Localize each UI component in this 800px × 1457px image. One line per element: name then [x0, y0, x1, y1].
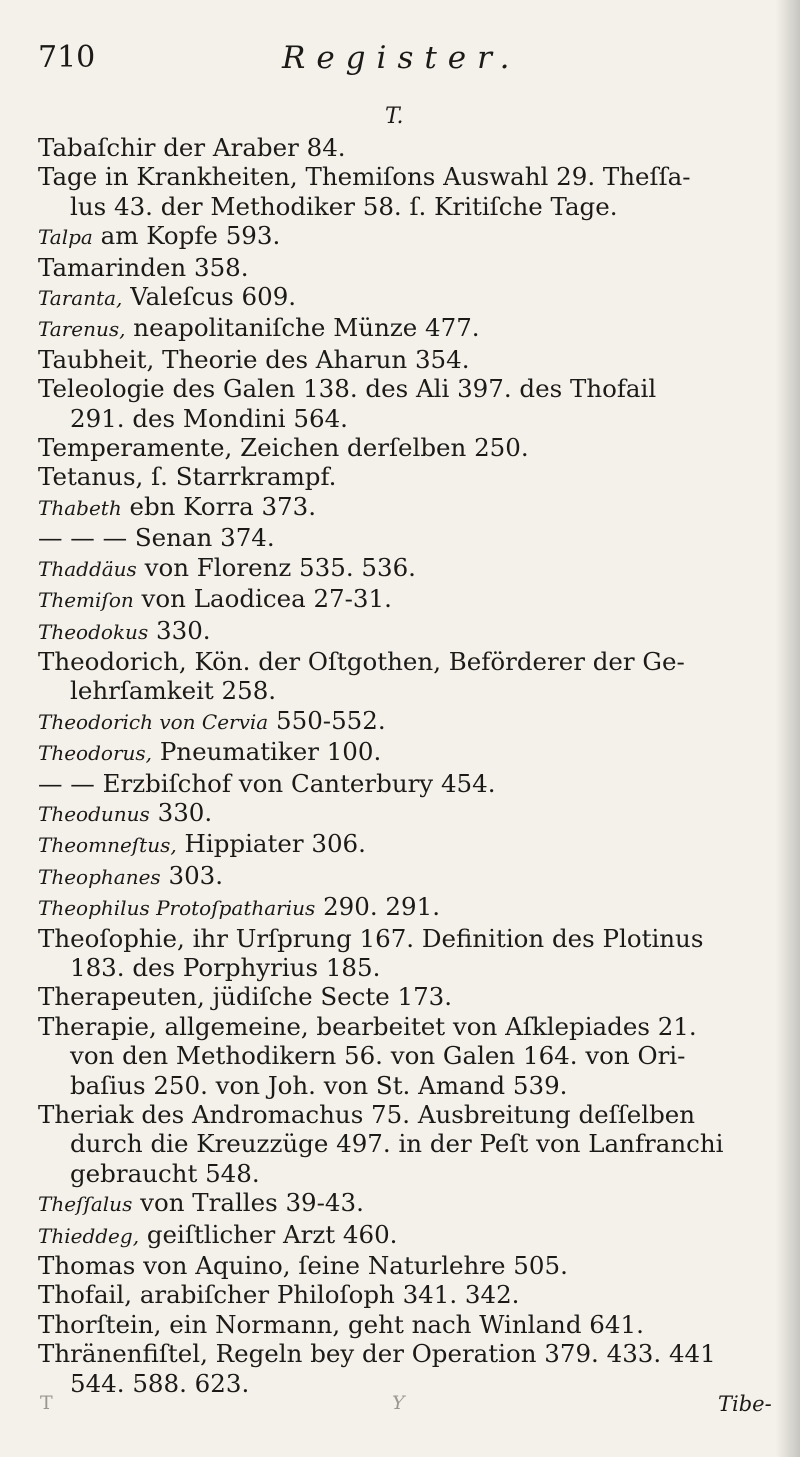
entry-text: arabiſcher Philoſoph 341. 342.: [139, 1280, 520, 1310]
register-entry: [38, 553, 768, 584]
entry-name: — — —: [38, 523, 128, 553]
entry-name: Thränenfiſtel,: [38, 1339, 208, 1369]
entry-name: Theodorich,: [38, 646, 187, 676]
register-entry: [38, 253, 768, 282]
entry-text: Erzbiſchof von Canterbury 454.: [102, 768, 496, 798]
register-entry: [38, 647, 768, 706]
signature-mark-left: T: [40, 1392, 53, 1414]
register-entry: [38, 345, 768, 374]
register-entry: [38, 1339, 768, 1398]
entry-text: von Laodicea 27-31.: [141, 584, 392, 614]
entry-text: 550-552.: [276, 705, 386, 735]
register-entry: [38, 492, 768, 523]
entry-continuation: 544. 588. 623.: [70, 1368, 250, 1398]
entry-name: Themiſon: [38, 588, 134, 613]
register-entry: [38, 1251, 768, 1280]
entry-text: Senan 374.: [134, 523, 275, 553]
entry-text: geiſtlicher Arzt 460.: [146, 1219, 398, 1249]
entry-continuation: baſius 250. von Joh. von St. Amand 539.: [70, 1070, 568, 1100]
entry-text: 358.: [193, 252, 249, 282]
signature-mark-mid: Y: [392, 1392, 405, 1414]
register-entry: [38, 1310, 768, 1339]
entry-name: Talpa: [38, 225, 93, 250]
register-entry: [38, 133, 768, 162]
register-entry: [38, 861, 768, 892]
entry-name: Tarenus,: [38, 317, 126, 342]
entry-continuation: 183. des Porphyrius 185.: [70, 952, 381, 982]
entry-text: Zeichen derſelben 250.: [240, 433, 529, 463]
running-title: Register.: [282, 40, 521, 76]
register-entry: [38, 584, 768, 615]
entry-text: ſ. Starrkrampf.: [151, 462, 337, 492]
entry-name: Thaddäus: [38, 556, 137, 581]
entry-name: Theodokus: [38, 619, 149, 644]
entry-name: Tabaſchir der Araber: [38, 133, 299, 162]
entry-text: Pneumatiker 100.: [159, 737, 382, 767]
register-entry: [38, 1280, 768, 1309]
entry-text: jüdiſche Secte 173.: [212, 982, 453, 1012]
register-entry: [38, 706, 768, 737]
entry-name: Taubheit,: [38, 344, 155, 374]
entry-name: Theriak: [38, 1100, 134, 1129]
entry-name: Tamarinden: [38, 252, 187, 282]
register-entry: [38, 313, 768, 344]
entry-text: Themiſons Auswahl 29. Theſſa-: [305, 162, 691, 192]
entry-continuation: lus 43. der Methodiker 58. ſ. Kritiſche Tage.: [70, 191, 618, 221]
entry-continuation: von den Methodikern 56. von Galen 164. von Ori-: [70, 1041, 686, 1071]
entry-text: Hippiater 306.: [184, 829, 366, 859]
entry-name: Theodorus,: [38, 741, 153, 766]
register-entry: [38, 1012, 768, 1071]
section-letter: T.: [385, 104, 404, 129]
register-entry: [38, 1188, 768, 1219]
entry-text: neapolitaniſche Münze 477.: [133, 313, 480, 343]
entry-text: 303.: [168, 860, 224, 890]
register-entry: [38, 374, 768, 433]
entry-text: ein Normann, geht nach Winland 641.: [169, 1309, 644, 1339]
entry-name: Thieddeg,: [38, 1223, 140, 1248]
entry-name: Theophanes: [38, 864, 161, 889]
entry-text: von Florenz 535. 536.: [144, 552, 416, 582]
entry-continuation: 291. des Mondini 564.: [70, 403, 348, 433]
page-edge-shadow: [776, 0, 800, 1457]
register-entry: [38, 282, 768, 313]
entry-continuation: lehrſamkeit 258.: [70, 676, 277, 706]
register-entry: [38, 1100, 768, 1159]
register-entry: [38, 892, 768, 923]
entry-name: Theophilus Protoſpatharius: [38, 896, 316, 921]
entry-name: Taranta,: [38, 286, 123, 311]
register-entry: [38, 1159, 768, 1188]
entry-text: 330.: [157, 797, 213, 827]
entry-text: am Kopfe 593.: [100, 221, 281, 251]
entry-name: Theodunus: [38, 801, 150, 826]
entry-name: Tetanus,: [38, 462, 144, 492]
entry-text: des Galen 138. des Ali 397. des Thofail: [172, 374, 657, 404]
catchword: Tibe-: [718, 1392, 772, 1416]
register-entry: [38, 982, 768, 1011]
entry-name: Teleologie: [38, 374, 165, 404]
register-entry: [38, 1071, 768, 1100]
register-entry: [38, 433, 768, 462]
entry-name: Theſſalus: [38, 1192, 133, 1217]
register-entry: [38, 221, 768, 252]
page-number: 710: [38, 40, 96, 75]
entry-name: — —: [38, 768, 95, 798]
register-entry: [38, 462, 768, 491]
register-entry: [38, 1220, 768, 1251]
entry-text: Valeſcus 609.: [130, 282, 297, 312]
register-entry: [38, 616, 768, 647]
entry-name: Theomneſtus,: [38, 833, 177, 858]
entry-name: Thorſtein,: [38, 1309, 162, 1339]
register-entry: [38, 769, 768, 798]
entry-name: Thomas: [38, 1251, 136, 1281]
register-entry: [38, 829, 768, 860]
entry-name: Theodorich von Cervia: [38, 709, 269, 734]
register-entries: [38, 133, 768, 1398]
register-entry: [38, 523, 768, 552]
entry-text: ebn Korra 373.: [129, 491, 317, 521]
entry-name: Temperamente,: [38, 433, 233, 463]
entry-text: des Andromachus 75. Ausbreitung deſſelben: [141, 1100, 696, 1129]
entry-continuation: durch die Kreuzzüge 497. in der Peſt von Lanfranchi: [70, 1129, 724, 1159]
entry-name: Therapie,: [38, 1011, 157, 1041]
entry-text: Theorie des Aharun 354.: [162, 344, 470, 374]
entry-name: Therapeuten,: [38, 982, 205, 1012]
entry-text: 290. 291.: [323, 892, 440, 922]
entry-text: Regeln bey der Operation 379. 433. 441: [215, 1339, 716, 1369]
register-entry: [38, 737, 768, 768]
register-entry: [38, 924, 768, 983]
entry-text: Kön. der Oſtgothen, Beförderer der Ge-: [194, 646, 685, 676]
entry-name: Thofail,: [38, 1280, 133, 1310]
entry-text: von Aquino, ſeine Naturlehre 505.: [143, 1251, 568, 1281]
entry-text: von Tralles 39-43.: [140, 1188, 364, 1218]
entry-text: 84.: [306, 133, 346, 162]
register-entry: [38, 798, 768, 829]
entry-text: allgemeine, bearbeitet von Aſklepiades 21.: [164, 1011, 697, 1041]
entry-text: ihr Urſprung 167. Definition des Plotinus: [192, 923, 704, 953]
entry-continuation: gebraucht 548.: [70, 1158, 260, 1188]
entry-text: 330.: [156, 615, 211, 645]
register-entry: [38, 162, 768, 221]
entry-name: Thabeth: [38, 495, 122, 520]
entry-name: Theoſophie,: [38, 923, 185, 953]
entry-name: Tage in Krankheiten,: [38, 162, 298, 192]
